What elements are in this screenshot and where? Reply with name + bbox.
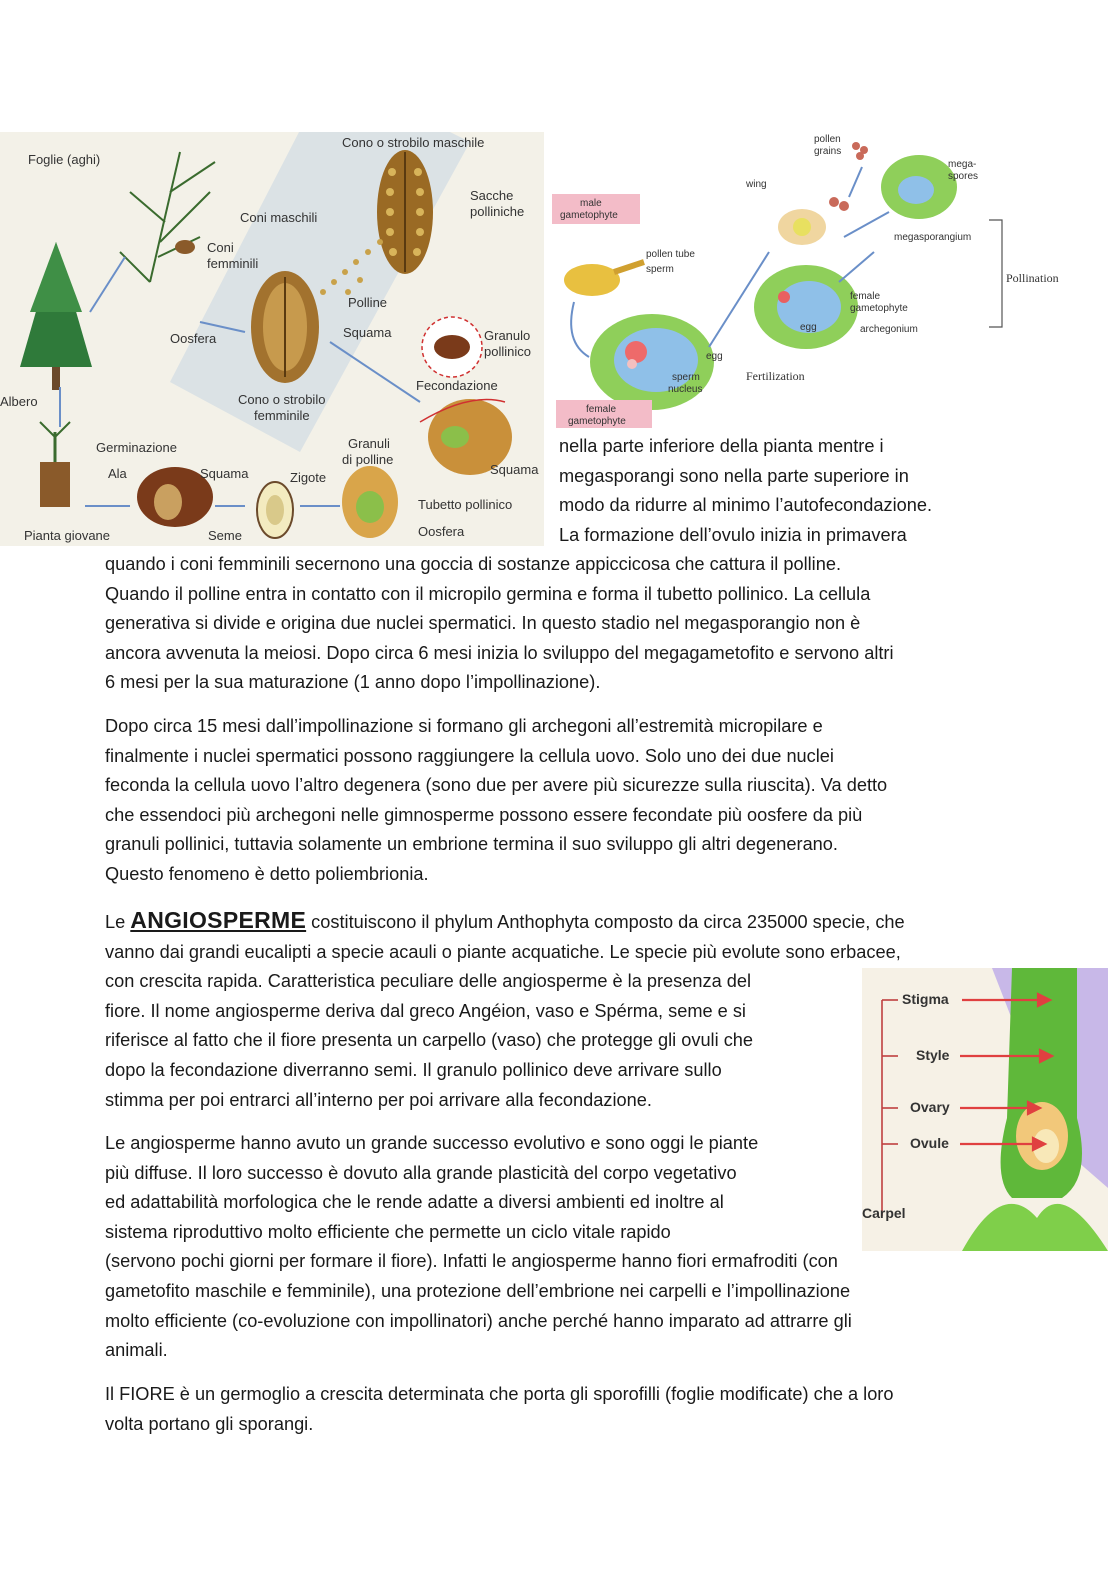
text-line: gametofito maschile e femminile), una protezione dell’embrione nei carpelli e l’impollinazione <box>105 1280 851 1301</box>
male-gametophyte-illustration <box>564 262 644 296</box>
ovule-mid-illustration <box>754 265 858 349</box>
text-line: ancora avvenuta la meiosi. Dopo circa 6 mesi inizia lo sviluppo del megagametofito e servono altri <box>105 642 894 663</box>
label-pollination: Pollination <box>1006 271 1059 285</box>
label-foglie: Foglie (aghi) <box>28 152 101 167</box>
paragraph-4 <box>105 1129 852 1366</box>
label-coni-femminili-2: femminili <box>207 256 259 271</box>
gymnosperm-pollination-figure <box>544 132 1068 428</box>
text-line: generativa si divide e origina due nuclei spermatici. In questo stadio nel megasporangio non è <box>105 613 861 634</box>
label-granuli-1: Granuli <box>348 436 390 451</box>
text-line: fiore. Il nome angiosperme deriva dal greco Angéion, vaso e Spérma, seme e si <box>105 1000 746 1021</box>
text-line: volta portano gli sporangi. <box>105 1413 314 1434</box>
label-stigma: Stigma <box>902 991 949 1007</box>
text-line: modo da ridurre al minimo l’autofecondazione. <box>559 495 933 516</box>
label-germinazione: Germinazione <box>96 440 177 455</box>
text-line: Quando il polline entra in contatto con il micropilo germina e forma il tubetto pollinico. La cellula <box>105 583 871 604</box>
label-squama-top: Squama <box>343 325 392 340</box>
label-coni-femminili-1: Coni <box>207 240 234 255</box>
label-seme: Seme <box>208 528 242 543</box>
label-oosfera-top: Oosfera <box>170 331 217 346</box>
ovule-fertilization-illustration <box>590 314 714 410</box>
text-line: vanno dai grandi eucalipti a specie acauli o piante acquatiche. Le specie più evolute sono erbacee, <box>105 941 901 962</box>
label-megaspores-2: spores <box>948 171 979 182</box>
keyword-angiosperme: ANGIOSPERME <box>130 907 307 933</box>
label-ovary: Ovary <box>910 1099 950 1115</box>
zygote-illustration <box>257 482 293 538</box>
label-oosfera-bottom: Oosfera <box>418 524 465 539</box>
label-pollen-grains-2: grains <box>814 146 842 157</box>
text-line: quando i coni femminili secernono una goccia di sostanze appiccicosa che cattura il polline. <box>105 554 842 574</box>
text-line: granuli pollinici, tuttavia solamente un embrione termina il suo sviluppo gli altri degenerano. <box>105 834 838 855</box>
text-line: dopo la fecondazione diverranno semi. Il granulo pollinico deve arrivare sullo <box>105 1059 722 1080</box>
label-sperm-nucleus-2: nucleus <box>668 384 703 395</box>
label-egg-bottom: egg <box>706 351 723 362</box>
text-line: stimma per poi entrarci all’interno per poi arrivare alla fecondazione. <box>105 1089 652 1110</box>
text-line: molto efficiente (co-evoluzione con impollinatori) anche perché hanno imparato ad attrarre gli <box>105 1310 852 1331</box>
tree-illustration <box>20 242 92 390</box>
label-archegonium: archegonium <box>860 324 918 335</box>
text-line: Dopo circa 15 mesi dall’impollinazione si formano gli archegoni all’estremità micropilare e <box>105 716 823 736</box>
label-tubetto: Tubetto pollinico <box>418 497 513 512</box>
text-line: 6 mesi per la sua maturazione (1 anno dopo l’impollinazione). <box>105 672 601 693</box>
ovule-top-illustration <box>881 155 957 219</box>
label-male-gametophyte-1: male <box>580 198 602 209</box>
label-sperm-nucleus-1: sperm <box>672 372 700 383</box>
label-cono-femminile-1: Cono o strobilo <box>238 392 326 407</box>
pollen-grain <box>434 335 470 359</box>
male-cone-small <box>175 240 195 254</box>
label-fertilization: Fertilization <box>746 369 805 383</box>
label-polline: Polline <box>348 295 388 310</box>
germination-seedling <box>40 422 70 507</box>
paragraph-2 <box>105 712 887 890</box>
label-sperm: sperm <box>646 264 674 275</box>
text-line: finalmente i nuclei spermatici possono raggiungere la cellula uovo. Solo uno dei due nuclei <box>105 745 834 766</box>
text-prefix: Le <box>105 912 131 932</box>
label-granuli-2: di polline <box>342 452 394 467</box>
label-sacche-1: Sacche <box>470 188 514 203</box>
pollen-grains-ovule <box>342 466 398 538</box>
text-line: animali. <box>105 1340 168 1361</box>
text-line: riferisce al fatto che il fiore presenta un carpello (vaso) che protegge gli ovuli che <box>105 1030 754 1051</box>
label-pollen-tube: pollen tube <box>646 249 695 260</box>
label-ala: Ala <box>108 466 127 481</box>
text-line-first <box>105 906 905 938</box>
text-line: che essendoci più archegoni nelle gimnosperme possono essere fecondate più oosfere da più <box>105 804 863 825</box>
text-line: più diffuse. Il loro successo è dovuto alla grande plasticità del corpo vegetativo <box>105 1162 737 1183</box>
text-line: feconda la cellula uovo l’altro degenera (sono due per avere più sicurezze sulla riuscita). Va detto <box>105 775 888 796</box>
label-female-gametophyte-1: female <box>850 291 881 302</box>
pine-life-cycle-figure <box>0 132 544 546</box>
text-line: Il FIORE è un germoglio a crescita determinata che porta gli sporofilli (foglie modificate) che a loro <box>105 1384 894 1404</box>
label-cono-maschile: Cono o strobilo maschile <box>342 135 485 150</box>
label-female-gametophyte-box-1: female <box>586 404 617 415</box>
label-cono-femminile-2: femminile <box>254 408 310 423</box>
label-pianta-giovane: Pianta giovane <box>24 528 111 543</box>
label-granulo-1: Granulo <box>484 328 531 343</box>
paragraph-3-angiosperme <box>105 906 905 1115</box>
paragraph-1-right-column <box>559 432 932 550</box>
label-style: Style <box>916 1047 950 1063</box>
label-fecondazione: Fecondazione <box>416 378 498 393</box>
text-line: ed adattabilità morfologica che le rende adatte a diversi ambienti ed inoltre al <box>105 1192 724 1213</box>
text-line: Questo fenomeno è detto poliembrionia. <box>105 863 429 884</box>
label-sacche-2: polliniche <box>470 204 525 219</box>
label-egg-top: egg <box>800 322 817 333</box>
sepal-leaves <box>962 1204 1108 1251</box>
winged-pollen-illustration <box>778 209 826 245</box>
label-granulo-2: pollinico <box>484 344 531 359</box>
text-line: La formazione dell’ovulo inizia in primavera <box>559 524 907 545</box>
label-squama-mid: Squama <box>200 466 249 481</box>
label-female-gametophyte-box-2: gametophyte <box>568 416 626 427</box>
label-ovule: Ovule <box>910 1135 949 1151</box>
label-wing: wing <box>746 179 767 190</box>
label-megasporangium: megasporangium <box>894 232 972 243</box>
paragraph-1 <box>105 550 894 698</box>
text-line: Le angiosperme hanno avuto un grande successo evolutivo e sono oggi le piante <box>105 1133 759 1153</box>
text-suffix: costituiscono il phylum Anthophyta composto da circa 235000 specie, che <box>306 912 905 932</box>
branch-illustration <box>120 152 215 282</box>
label-carpel: Carpel <box>862 1205 906 1221</box>
label-megaspores-1: mega- <box>948 159 977 170</box>
female-cone-illustration <box>251 271 319 383</box>
label-male-gametophyte-2: gametophyte <box>560 210 618 221</box>
text-line: megasporangi sono nella parte superiore in <box>559 465 909 486</box>
label-coni-maschili: Coni maschili <box>240 210 318 225</box>
text-line: nella parte inferiore della pianta mentre i <box>559 436 884 456</box>
male-cone-illustration <box>377 150 433 274</box>
text-line: sistema riproduttivo molto efficiente che permette un ciclo vitale rapido <box>105 1221 671 1242</box>
label-female-gametophyte-2: gametophyte <box>850 303 908 314</box>
label-albero: Albero <box>0 394 38 409</box>
paragraph-5-fiore <box>105 1380 893 1439</box>
pollination-bracket <box>989 220 1002 327</box>
text-line: (servono pochi giorni per formare il fiore). Infatti le angiosperme hanno fiori ermafroditi (con <box>105 1251 838 1272</box>
label-squama-right: Squama <box>490 462 539 477</box>
text-line: con crescita rapida. Caratteristica peculiare delle angiosperme è la presenza del <box>105 971 752 992</box>
label-zigote: Zigote <box>290 470 327 485</box>
label-pollen-grains-1: pollen <box>814 134 841 145</box>
